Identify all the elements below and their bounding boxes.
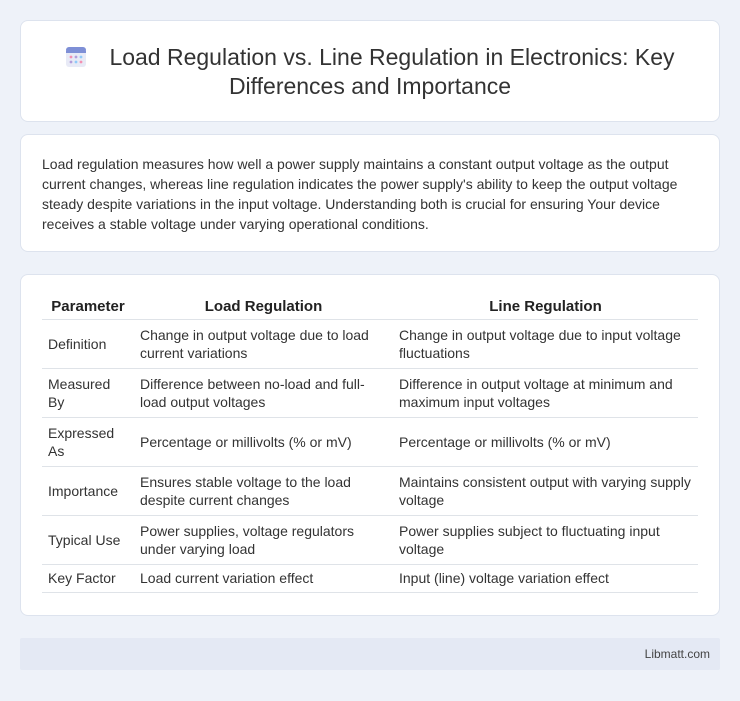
header-line-regulation: Line Regulation <box>393 295 698 319</box>
cell-load: Change in output voltage due to load current variations <box>134 319 393 368</box>
cell-parameter: Typical Use <box>42 515 134 564</box>
table-header-row <box>42 295 698 319</box>
cell-load: Power supplies, voltage regulators under varying load <box>134 515 393 564</box>
table-row <box>42 417 698 466</box>
cell-line: Input (line) voltage variation effect <box>393 564 698 592</box>
table-row <box>42 319 698 368</box>
cell-line: Difference in output voltage at minimum and maximum input voltages <box>393 368 698 417</box>
cell-line: Percentage or millivolts (% or mV) <box>393 417 698 466</box>
cell-parameter: Measured By <box>42 368 134 417</box>
header-parameter: Parameter <box>42 295 134 319</box>
cell-line: Power supplies subject to fluctuating input voltage <box>393 515 698 564</box>
page-title: Load Regulation vs. Line Regulation in Electronics: Key Differences and Importance <box>109 44 675 99</box>
cell-load: Load current variation effect <box>134 564 393 592</box>
table-row <box>42 466 698 515</box>
calculator-icon <box>65 46 87 68</box>
comparison-table <box>42 295 698 593</box>
cell-line: Change in output voltage due to input voltage fluctuations <box>393 319 698 368</box>
comparison-card <box>20 274 720 616</box>
footer-bar <box>20 638 720 670</box>
title-card <box>20 20 720 122</box>
cell-load: Difference between no-load and full-load output voltages <box>134 368 393 417</box>
cell-parameter: Expressed As <box>42 417 134 466</box>
page-title-block <box>21 43 719 101</box>
header-load-regulation: Load Regulation <box>134 295 393 319</box>
cell-parameter: Definition <box>42 319 134 368</box>
table-row <box>42 515 698 564</box>
cell-parameter: Importance <box>42 466 134 515</box>
table-row <box>42 564 698 592</box>
cell-parameter: Key Factor <box>42 564 134 592</box>
cell-line: Maintains consistent output with varying supply voltage <box>393 466 698 515</box>
footer-brand-link[interactable]: Libmatt.com <box>644 647 710 661</box>
table-row <box>42 368 698 417</box>
cell-load: Ensures stable voltage to the load despite current changes <box>134 466 393 515</box>
cell-load: Percentage or millivolts (% or mV) <box>134 417 393 466</box>
intro-paragraph: Load regulation measures how well a power supply maintains a constant output voltage as the output current changes, whereas line regulation indicates the power supply's ability to keep the output voltage steady despite variations in the input voltage. Understanding both is crucial for ensuring Your device receives a stable voltage under varying operational conditions. <box>42 156 678 232</box>
intro-card <box>20 134 720 252</box>
